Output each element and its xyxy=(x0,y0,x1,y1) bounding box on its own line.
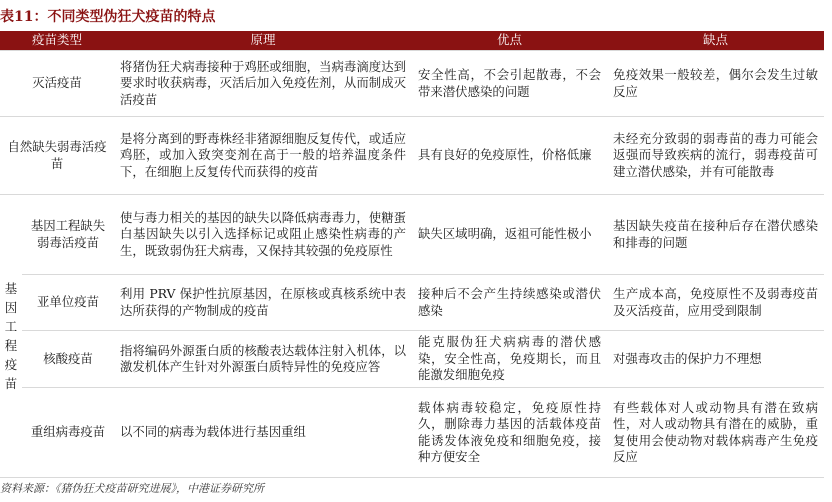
source-note: 资料来源：《猪伪狂犬疫苗研究进展》，中港证券研究所 xyxy=(0,482,264,495)
genetic-engineering-group-cell: 基因工程疫苗 xyxy=(0,195,22,478)
table-row xyxy=(0,117,824,195)
disadvantages-cell: 对强毒攻击的保护力不理想 xyxy=(607,331,824,388)
type-cell: 基因工程缺失弱毒活疫苗 xyxy=(22,195,114,275)
type-cell: 核酸疫苗 xyxy=(22,331,114,388)
advantages-cell: 缺失区域明确，返祖可能性极小 xyxy=(412,195,607,275)
table-header-row xyxy=(0,31,824,51)
type-cell: 自然缺失弱毒活疫苗 xyxy=(0,117,114,195)
advantages-cell: 能克服伪狂犬病病毒的潜伏感染，安全性高，免疫期长，而且能激发细胞免疫 xyxy=(412,331,607,388)
header-type: 疫苗类型 xyxy=(0,31,114,51)
table-row xyxy=(0,331,824,388)
type-cell: 灭活疫苗 xyxy=(0,51,114,117)
advantages-cell: 载体病毒较稳定，免疫原性持久，删除毒力基因的活载体疫苗能诱发体液免疫和细胞免疫，接种方便安全 xyxy=(412,388,607,478)
header-advantages: 优点 xyxy=(412,31,607,51)
principle-cell: 是将分离到的野毒株经非猪源细胞反复传代，或适应鸡胚，或加入致突变剂在高于一般的培养温度条件下，在细胞上反复传代而获得的疫苗 xyxy=(114,117,412,195)
table-row xyxy=(0,275,824,331)
table-title: 表11：不同类型伪狂犬疫苗的特点 xyxy=(0,9,216,25)
table-row xyxy=(0,195,824,275)
principle-cell: 利用 PRV 保护性抗原基因，在原核或真核系统中表达所获得的产物制成的疫苗 xyxy=(114,275,412,331)
principle-cell: 将猪伪狂犬病毒接种于鸡胚或细胞，当病毒滴度达到要求时收获病毒，灭活后加入免疫佐剂，从而制成灭活疫苗 xyxy=(114,51,412,117)
table-row xyxy=(0,388,824,478)
principle-cell: 以不同的病毒为载体进行基因重组 xyxy=(114,388,412,478)
type-cell: 亚单位疫苗 xyxy=(22,275,114,331)
disadvantages-cell: 基因缺失疫苗在接种后存在潜伏感染和排毒的问题 xyxy=(607,195,824,275)
principle-cell: 使与毒力相关的基因的缺失以降低病毒毒力，使糖蛋白基因缺失以引入选择标记或阻止感染性病毒的产生，既致弱伪狂犬病毒，又保持其较强的免疫原性 xyxy=(114,195,412,275)
advantages-cell: 安全性高，不会引起散毒，不会带来潜伏感染的问题 xyxy=(412,51,607,117)
disadvantages-cell: 生产成本高，免疫原性不及弱毒疫苗及灭活疫苗，应用受到限制 xyxy=(607,275,824,331)
disadvantages-cell: 未经充分致弱的弱毒苗的毒力可能会返强而导致疾病的流行，弱毒疫苗可建立潜伏感染，并有可能散毒 xyxy=(607,117,824,195)
disadvantages-cell: 免疫效果一般较差，偶尔会发生过敏反应 xyxy=(607,51,824,117)
header-disadvantages: 缺点 xyxy=(607,31,824,51)
principle-cell: 指将编码外源蛋白质的核酸表达载体注射入机体，以激发机体产生针对外源蛋白质特异性的免疫应答 xyxy=(114,331,412,388)
advantages-cell: 接种后不会产生持续感染或潜伏感染 xyxy=(412,275,607,331)
disadvantages-cell: 有些载体对人或动物具有潜在致病性，对人或动物具有潜在的威胁，重复使用会使动物对载体病毒产生免疫反应 xyxy=(607,388,824,478)
vaccine-comparison-table xyxy=(0,31,824,478)
type-cell: 重组病毒疫苗 xyxy=(22,388,114,478)
header-principle: 原理 xyxy=(114,31,412,51)
advantages-cell: 具有良好的免疫原性，价格低廉 xyxy=(412,117,607,195)
table-row xyxy=(0,51,824,117)
